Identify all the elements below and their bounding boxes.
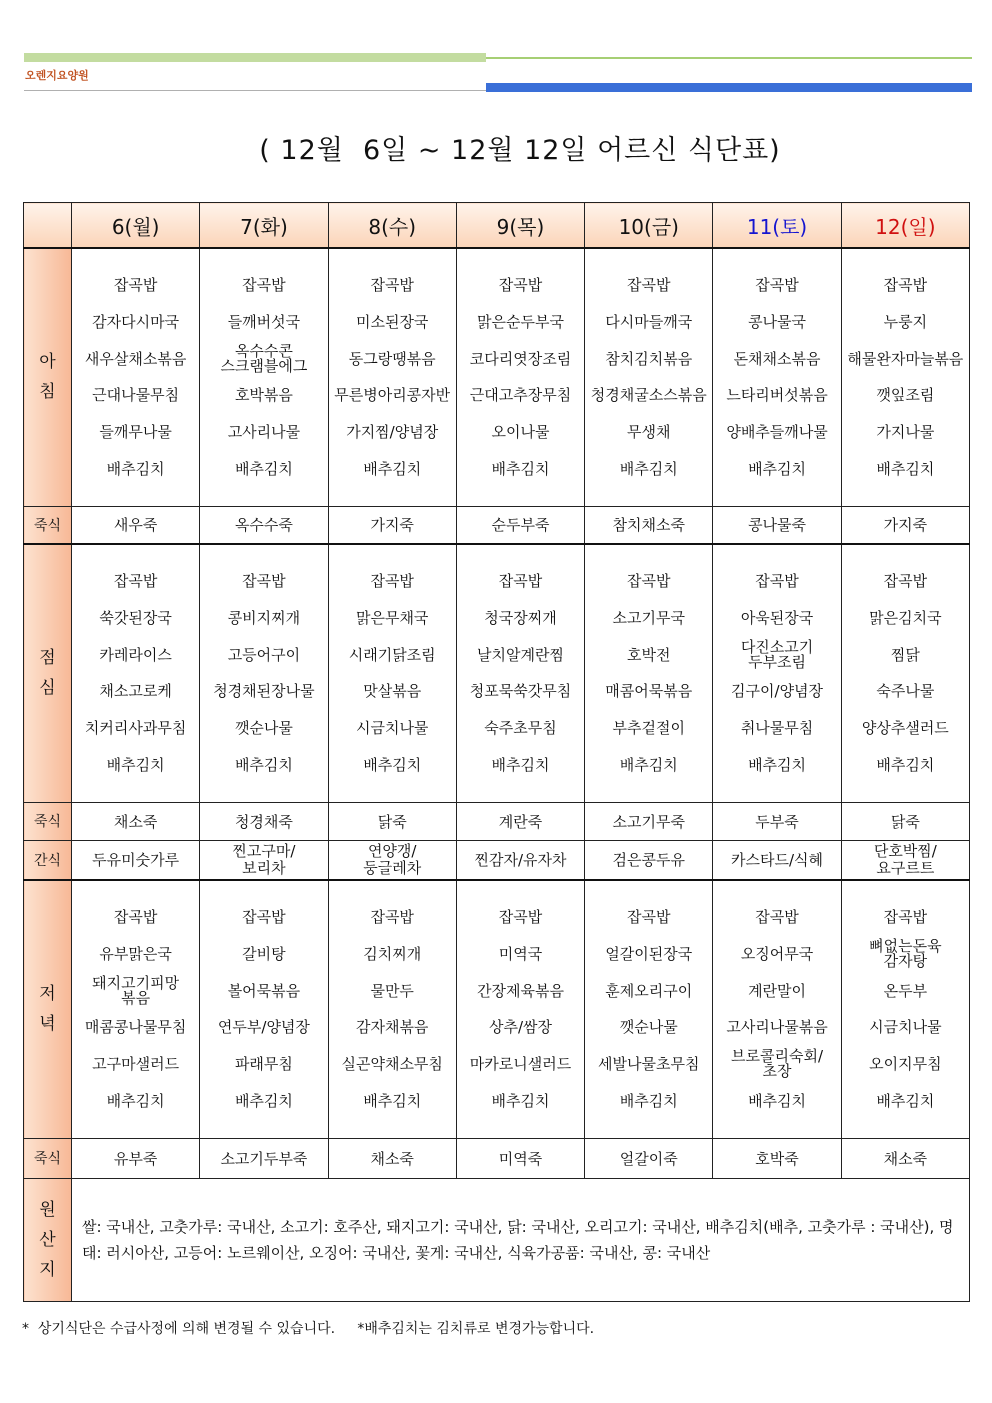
menu-item: 새우살채소볶음 <box>84 349 187 368</box>
menu-item: 시금치나물 <box>869 1018 942 1037</box>
lunch-label: 점 심 <box>24 544 72 802</box>
menu-item: 맛살볶음 <box>363 682 422 701</box>
menu-item: 배추김치 <box>876 1091 935 1110</box>
menu-item: 부추겉절이 <box>612 718 685 737</box>
menu-item: 유부맑은국 <box>99 944 172 963</box>
breakfast-porridge-row <box>24 506 970 544</box>
menu-item: 날치알계란찜 <box>477 645 564 664</box>
day-header: 6(월) <box>72 203 200 249</box>
day-header: 9(목) <box>456 203 584 249</box>
header-gray-line <box>24 90 486 91</box>
header-blue-bar <box>486 83 972 92</box>
lunch-porridge-row <box>24 802 970 840</box>
menu-item: 동그랑땡볶음 <box>348 349 436 368</box>
menu-item: 간장제육볶음 <box>477 981 564 1000</box>
snack-cell: 찐고구마/ 보리차 <box>200 840 328 880</box>
origin-row <box>24 1178 970 1301</box>
menu-item: 해물완자마늘볶음 <box>847 349 964 368</box>
menu-item: 온두부 <box>883 981 928 1000</box>
dinner-day-cell <box>713 880 841 1138</box>
menu-item: 매콤콩나물무침 <box>84 1018 187 1037</box>
menu-item: 배추김치 <box>363 459 422 478</box>
day-header-sunday: 12(일) <box>841 203 969 249</box>
menu-item: 잡곡밥 <box>498 276 543 295</box>
dinner-day-cell <box>72 880 200 1138</box>
menu-item: 얼갈이된장국 <box>605 944 693 963</box>
menu-item: 숙주초무침 <box>484 718 557 737</box>
menu-item: 감자채볶음 <box>355 1018 429 1037</box>
menu-item: 들깨버섯국 <box>227 312 301 331</box>
snack-cell: 단호박찜/ 요구르트 <box>841 840 969 880</box>
lunch-day-cell <box>841 544 969 802</box>
menu-item: 맑은김치국 <box>869 608 942 627</box>
menu-item: 고등어구이 <box>227 645 301 664</box>
dinner_porridge-cell: 유부죽 <box>72 1138 200 1178</box>
menu-item: 마카로니샐러드 <box>469 1054 572 1073</box>
menu-item: 배추김치 <box>363 755 422 774</box>
menu-item: 카레라이스 <box>99 645 172 664</box>
menu-item: 느타리버섯볶음 <box>726 386 828 405</box>
lunch_porridge-cell: 닭죽 <box>328 802 456 840</box>
menu-item: 시금치나물 <box>355 718 429 737</box>
menu-item: 청포묵쑥갓무침 <box>469 682 572 701</box>
menu-item: 다시마들깨국 <box>605 312 693 331</box>
dinner_porridge-cell: 소고기두부죽 <box>200 1138 328 1178</box>
menu-item: 파래무침 <box>234 1054 293 1073</box>
menu-item: 잡곡밥 <box>883 572 928 591</box>
menu-item: 배추김치 <box>748 1091 807 1110</box>
menu-item: 돈채채소볶음 <box>733 349 821 368</box>
menu-item: 잡곡밥 <box>498 572 543 591</box>
menu-item: 잡곡밥 <box>883 908 928 927</box>
lunch_porridge-cell: 채소죽 <box>72 802 200 840</box>
menu-item: 쑥갓된장국 <box>99 608 172 627</box>
menu-item: 청경채굴소스볶음 <box>590 386 707 405</box>
dinner_porridge-cell: 미역죽 <box>456 1138 584 1178</box>
lunch_porridge-cell: 소고기무죽 <box>585 802 713 840</box>
menu-item: 잡곡밥 <box>883 276 928 295</box>
menu-item: 훈제오리구이 <box>605 981 693 1000</box>
dinner_porridge-cell: 채소죽 <box>841 1138 969 1178</box>
menu-item: 청국장찌개 <box>484 608 557 627</box>
menu-item: 시래기닭조림 <box>348 645 436 664</box>
menu-item: 숙주나물 <box>876 682 935 701</box>
breakfast_porridge-cell: 참치채소죽 <box>585 506 713 544</box>
menu-item: 배추김치 <box>619 459 678 478</box>
menu-item: 잡곡밥 <box>113 572 158 591</box>
snack-cell: 카스타드/식혜 <box>713 840 841 880</box>
menu-table <box>23 202 970 1302</box>
breakfast_porridge-cell: 순두부죽 <box>456 506 584 544</box>
lunch-day-cell <box>585 544 713 802</box>
breakfast-day-cell <box>841 248 969 506</box>
breakfast_porridge-cell: 가지죽 <box>328 506 456 544</box>
lunch_porridge-cell: 두부죽 <box>713 802 841 840</box>
menu-item: 오이지무침 <box>869 1054 942 1073</box>
breakfast-label: 아 침 <box>24 248 72 506</box>
dinner-day-cell <box>328 880 456 1138</box>
dinner_porridge-cell: 호박죽 <box>713 1138 841 1178</box>
menu-item: 찜닭 <box>890 645 920 664</box>
menu-item: 무른병아리콩자반 <box>334 386 451 405</box>
lunch-day-cell <box>713 544 841 802</box>
day-header: 8(수) <box>328 203 456 249</box>
menu-item: 콩비지찌개 <box>227 608 301 627</box>
dinner-porridge-row <box>24 1138 970 1178</box>
menu-item: 잡곡밥 <box>113 276 158 295</box>
page-title: ( 12월 6일 ~ 12월 12일 어르신 식단표) <box>259 135 781 166</box>
dinner-day-cell <box>200 880 328 1138</box>
menu-item: 배추김치 <box>619 755 678 774</box>
menu-item: 채소고로케 <box>99 682 172 701</box>
menu-item: 배추김치 <box>748 755 807 774</box>
menu-item: 옥수수콘 스크램블에그 <box>220 341 308 375</box>
dinner-row <box>24 880 970 1138</box>
dinner-day-cell <box>841 880 969 1138</box>
breakfast-day-cell <box>456 248 584 506</box>
menu-item: 치커리사과무침 <box>84 718 187 737</box>
menu-item: 매콤어묵볶음 <box>605 682 693 701</box>
breakfast_porridge-cell: 옥수수죽 <box>200 506 328 544</box>
origin-label: 원 산 지 <box>24 1178 72 1301</box>
menu-item: 세발나물초무침 <box>598 1054 700 1073</box>
menu-item: 배추김치 <box>234 459 293 478</box>
breakfast_porridge-cell: 콩나물죽 <box>713 506 841 544</box>
menu-item: 물만두 <box>370 981 414 1000</box>
day-header-saturday: 11(토) <box>713 203 841 249</box>
day-header: 10(금) <box>585 203 713 249</box>
menu-item: 잡곡밥 <box>370 276 414 295</box>
menu-item: 근대고추장무침 <box>469 386 572 405</box>
lunch-day-cell <box>328 544 456 802</box>
menu-item: 취나물무침 <box>740 718 814 737</box>
day-header-row <box>24 203 970 249</box>
porridge-label: 죽식 <box>24 506 72 544</box>
menu-item: 배추김치 <box>491 459 550 478</box>
menu-item: 상추/쌈장 <box>488 1018 552 1037</box>
menu-item: 다진소고기 두부조림 <box>740 637 814 671</box>
snack-row <box>24 840 970 880</box>
breakfast-row <box>24 248 970 506</box>
menu-item: 깻잎조림 <box>876 386 935 405</box>
menu-item: 볼어묵볶음 <box>227 981 301 1000</box>
dinner-day-cell <box>585 880 713 1138</box>
dinner_porridge-cell: 채소죽 <box>328 1138 456 1178</box>
day-header: 7(화) <box>200 203 328 249</box>
menu-item: 청경채된장나물 <box>213 682 315 701</box>
menu-item: 잡곡밥 <box>242 908 286 927</box>
menu-item: 배추김치 <box>619 1091 678 1110</box>
menu-item: 들깨무나물 <box>99 422 172 441</box>
menu-item: 근대나물무침 <box>92 386 180 405</box>
menu-item: 잡곡밥 <box>627 572 671 591</box>
brand-name: 오렌지요양원 <box>25 69 89 82</box>
breakfast-day-cell <box>328 248 456 506</box>
snack-label: 간식 <box>24 840 72 880</box>
snack-cell: 찐감자/유자차 <box>456 840 584 880</box>
menu-item: 맑은무채국 <box>355 608 429 627</box>
header-green-bar <box>24 53 486 62</box>
menu-item: 실곤약채소무침 <box>341 1054 443 1073</box>
lunch-day-cell <box>456 544 584 802</box>
menu-item: 브로콜리숙회/ 초장 <box>731 1047 824 1081</box>
menu-item: 배추김치 <box>363 1091 422 1110</box>
menu-item: 감자다시마국 <box>92 312 180 331</box>
menu-item: 돼지고기피망 볶음 <box>92 973 180 1007</box>
menu-item: 오이나물 <box>491 422 550 441</box>
breakfast-day-cell <box>200 248 328 506</box>
menu-item: 맑은순두부국 <box>477 312 564 331</box>
menu-item: 갈비탕 <box>242 944 286 963</box>
menu-item: 김구이/양념장 <box>731 682 824 701</box>
lunch_porridge-cell: 청경채죽 <box>200 802 328 840</box>
dinner_porridge-cell: 얼갈이죽 <box>585 1138 713 1178</box>
menu-item: 호박볶음 <box>234 386 293 405</box>
menu-item: 배추김치 <box>748 459 807 478</box>
porridge-label: 죽식 <box>24 802 72 840</box>
menu-item: 고구마샐러드 <box>92 1054 180 1073</box>
menu-item: 오징어무국 <box>740 944 814 963</box>
menu-item: 누룽지 <box>883 312 928 331</box>
snack-cell: 검은콩두유 <box>585 840 713 880</box>
menu-item: 양상추샐러드 <box>861 718 949 737</box>
menu-item: 배추김치 <box>491 755 550 774</box>
menu-item: 연두부/양념장 <box>217 1018 310 1037</box>
corner-cell <box>24 203 72 249</box>
menu-item: 고사리나물볶음 <box>726 1018 828 1037</box>
snack-cell: 연양갱/ 둥글레차 <box>328 840 456 880</box>
menu-item: 잡곡밥 <box>242 572 286 591</box>
snack-cell: 두유미숫가루 <box>72 840 200 880</box>
menu-item: 미역국 <box>498 944 543 963</box>
menu-item: 고사리나물 <box>227 422 301 441</box>
origin-text: 쌀: 국내산, 고춧가루: 국내산, 소고기: 호주산, 돼지고기: 국내산, 닭: 국내산, 오리고기: 국내산, 배추김치(배추, 고춧가루 : 국내산), 명태: 러시아산, 고등어: 노르웨이산, 오징어: 국내산, 꽃게: 국내산, 식육가공품: 국내산, 콩: 국내산 <box>72 1178 970 1301</box>
menu-item: 잡곡밥 <box>370 572 414 591</box>
menu-item: 잡곡밥 <box>242 276 286 295</box>
menu-item: 미소된장국 <box>355 312 429 331</box>
menu-item: 계란말이 <box>748 981 807 1000</box>
dinner-day-cell <box>456 880 584 1138</box>
menu-item: 깻순나물 <box>619 1018 678 1037</box>
breakfast_porridge-cell: 새우죽 <box>72 506 200 544</box>
menu-item: 코다리엿장조림 <box>469 349 572 368</box>
breakfast-day-cell <box>713 248 841 506</box>
menu-item: 배추김치 <box>234 1091 293 1110</box>
menu-item: 잡곡밥 <box>755 276 799 295</box>
menu-item: 잡곡밥 <box>627 908 671 927</box>
menu-item: 소고기무국 <box>612 608 685 627</box>
lunch-day-cell <box>200 544 328 802</box>
menu-item: 아욱된장국 <box>740 608 814 627</box>
footnote: * 상기식단은 수급사정에 의해 변경될 수 있습니다. *배추김치는 김치류로 변경가능합니다. <box>22 1321 595 1337</box>
menu-item: 가지나물 <box>876 422 935 441</box>
menu-item: 배추김치 <box>106 1091 165 1110</box>
menu-item: 깻순나물 <box>234 718 293 737</box>
header-green-line <box>486 57 972 59</box>
menu-item: 김치찌개 <box>363 944 422 963</box>
menu-item: 참치김치볶음 <box>605 349 693 368</box>
menu-item: 배추김치 <box>876 755 935 774</box>
menu-item: 배추김치 <box>491 1091 550 1110</box>
menu-item: 잡곡밥 <box>627 276 671 295</box>
dinner-label: 저 녁 <box>24 880 72 1138</box>
menu-item: 잡곡밥 <box>755 572 799 591</box>
lunch_porridge-cell: 계란죽 <box>456 802 584 840</box>
lunch-row <box>24 544 970 802</box>
menu-item: 무생채 <box>627 422 671 441</box>
breakfast_porridge-cell: 가지죽 <box>841 506 969 544</box>
menu-item: 잡곡밥 <box>370 908 414 927</box>
menu-item: 배추김치 <box>106 755 165 774</box>
menu-item: 잡곡밥 <box>113 908 158 927</box>
menu-item: 양배추들깨나물 <box>726 422 828 441</box>
menu-item: 가지찜/양념장 <box>346 422 439 441</box>
porridge-label: 죽식 <box>24 1138 72 1178</box>
menu-item: 배추김치 <box>876 459 935 478</box>
menu-item: 잡곡밥 <box>498 908 543 927</box>
menu-item: 잡곡밥 <box>755 908 799 927</box>
menu-item: 콩나물국 <box>748 312 807 331</box>
lunch_porridge-cell: 닭죽 <box>841 802 969 840</box>
breakfast-day-cell <box>585 248 713 506</box>
menu-item: 배추김치 <box>234 755 293 774</box>
menu-item: 호박전 <box>627 645 671 664</box>
menu-item: 뼈없는돈육 감자탕 <box>869 937 942 971</box>
lunch-day-cell <box>72 544 200 802</box>
breakfast-day-cell <box>72 248 200 506</box>
menu-item: 배추김치 <box>106 459 165 478</box>
